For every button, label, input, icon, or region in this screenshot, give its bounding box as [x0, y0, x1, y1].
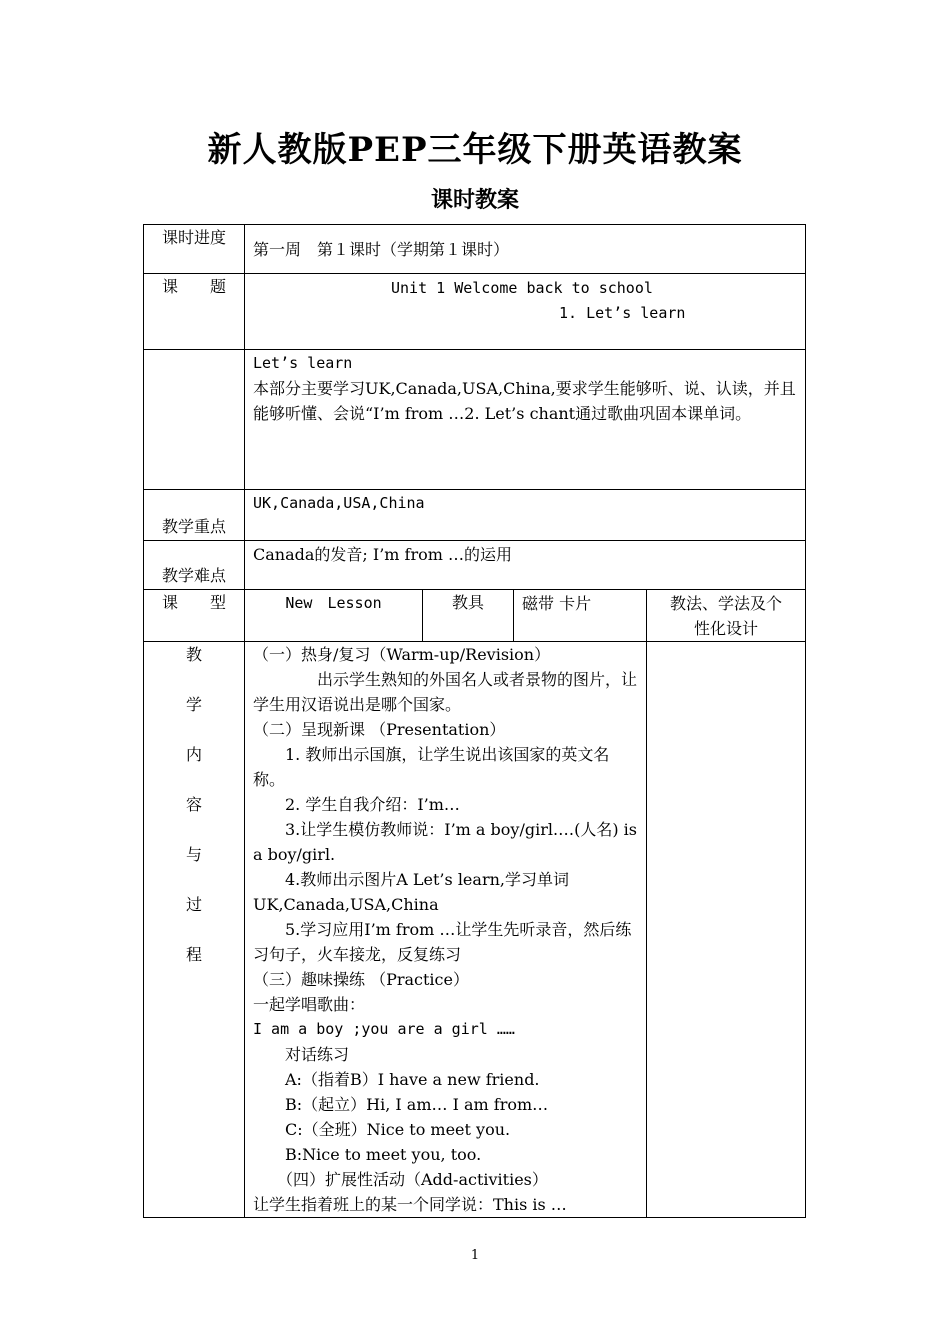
process-line: 让学生指着班上的某一个同学说：This is … [253, 1195, 567, 1214]
process-line: 3.让学生模仿教师说：I’m a boy/girl.…(人名) is a boy/girl. [253, 820, 643, 864]
process-label-char: 与 [185, 845, 202, 864]
process-line: 出示学生熟知的外国名人或者景物的图片，让学生用汉语说出是哪个国家。 [253, 670, 638, 714]
process-line: 4.教师出示图片A Let’s learn,学习单词UK,Canada,USA,China [253, 870, 569, 914]
summary-row [144, 350, 806, 490]
difficulty-label: 教学难点 [144, 541, 245, 590]
process-line: （一）热身/复习（Warm-up/Revision） [253, 645, 551, 664]
document-title: 新人教版PEP三年级下册英语教案 [207, 130, 743, 170]
process-line: B:（起立）Hi, I am… I am from… [253, 1095, 549, 1114]
process-line: 对话练习 [253, 1045, 350, 1064]
type-row [144, 590, 806, 642]
summary-label [144, 350, 245, 490]
document-subtitle: 课时教案 [430, 187, 519, 213]
key-points-value: UK,Canada,USA,China [245, 490, 806, 541]
type-value: New Lesson [245, 590, 423, 642]
process-label-char: 容 [185, 795, 202, 814]
process-line: 1. 教师出示国旗，让学生说出该国家的英文名称。 [253, 745, 610, 789]
process-label-char: 内 [185, 745, 202, 764]
topic-lesson: 1. Let’s learn [559, 304, 686, 322]
process-line: 5.学习应用I’m from …让学生先听录音，然后练习句子，火车接龙，反复练习 [253, 920, 632, 964]
progress-row [144, 225, 806, 274]
progress-value: 第一周 第１课时（学期第１课时） [245, 225, 806, 274]
methods-content [647, 642, 806, 1218]
process-label-char: 学 [185, 695, 202, 714]
summary-heading: Let’s learn [253, 354, 353, 372]
summary-text: 本部分主要学习UK,Canada,USA,China,要求学生能够听、说、认读，并且能够听懂、会说“I’m from …2. Let’s chant通过歌曲巩固本课单词。 [253, 379, 796, 423]
process-label-char: 程 [185, 945, 202, 964]
process-line: B:Nice to meet you, too. [253, 1145, 482, 1164]
topic-row [144, 274, 806, 350]
process-label-char: 过 [185, 895, 202, 914]
process-row [144, 642, 806, 1218]
process-label-char: 教 [185, 645, 202, 664]
process-label [144, 642, 245, 1218]
progress-label: 课时进度 [144, 225, 245, 274]
type-label: 课 型 [144, 590, 245, 642]
process-content [245, 642, 647, 1218]
aids-value: 磁带 卡片 [514, 590, 647, 642]
process-line: 2. 学生自我介绍：I’m… [253, 795, 460, 814]
page-number: 1 [470, 1248, 480, 1263]
lesson-plan-table [143, 224, 806, 1218]
topic-unit: Unit 1 Welcome back to school [391, 279, 653, 297]
methods-label: 教法、学法及个性化设计 [647, 590, 806, 642]
process-line: C:（全班）Nice to meet you. [253, 1120, 511, 1139]
process-line: （四）扩展性活动（Add-activities） [253, 1170, 548, 1189]
aids-label: 教具 [423, 590, 514, 642]
process-line: I am a boy ;you are a girl …… [253, 1020, 515, 1038]
key-points-row [144, 490, 806, 541]
key-points-label: 教学重点 [144, 490, 245, 541]
process-line: A:（指着B）I have a new friend. [253, 1070, 540, 1089]
difficulty-row [144, 541, 806, 590]
topic-label: 课 题 [144, 274, 245, 350]
process-line: （二）呈现新课 （Presentation） [253, 720, 506, 739]
process-line: （三）趣味操练 （Practice） [253, 970, 469, 989]
process-line: 一起学唱歌曲： [253, 995, 366, 1014]
difficulty-value: Canada的发音; I’m from …的运用 [245, 541, 806, 590]
